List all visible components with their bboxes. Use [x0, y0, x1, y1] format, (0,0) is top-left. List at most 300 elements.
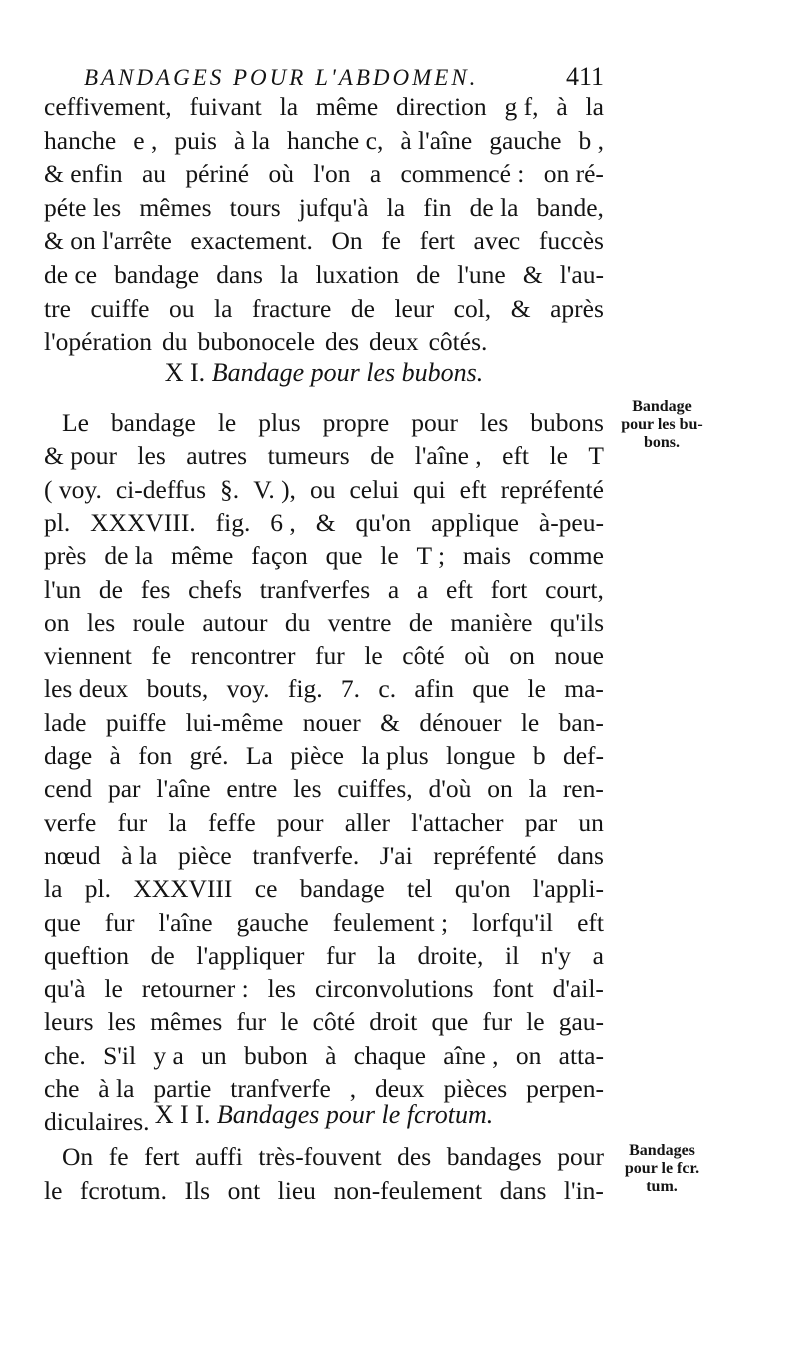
- word: périné: [185, 159, 250, 189]
- word: comme: [528, 541, 604, 571]
- word: pl.: [84, 874, 111, 904]
- word: &: [380, 707, 400, 737]
- word: entre: [226, 774, 278, 804]
- word: g f,: [504, 92, 539, 121]
- word: pièce: [177, 840, 232, 870]
- word: bubons: [530, 408, 604, 437]
- word: fe: [151, 641, 172, 671]
- word: dage: [44, 741, 93, 770]
- margin-note-line: bons.: [643, 434, 681, 451]
- word: de la: [469, 192, 519, 222]
- word: & pour: [44, 441, 117, 471]
- word: fin: [423, 192, 452, 222]
- word: Ils: [184, 1175, 211, 1205]
- text-line: [44, 672, 604, 705]
- word: qu'on: [454, 874, 511, 904]
- word: mêmes: [139, 192, 212, 222]
- word: longue: [446, 741, 516, 770]
- word: che: [44, 1074, 80, 1103]
- word: que: [431, 1007, 469, 1037]
- margin-note-line: pour le fcr.: [624, 1160, 700, 1177]
- word: dans: [557, 840, 604, 870]
- word: eft: [459, 474, 487, 504]
- word: du: [161, 327, 188, 357]
- word: S'il: [103, 1040, 137, 1070]
- word: eft: [445, 574, 473, 604]
- word: pour: [557, 1142, 604, 1171]
- word: de: [370, 441, 395, 471]
- word: fuivant: [189, 92, 262, 121]
- word: XXXVIII: [133, 874, 233, 904]
- word: de: [416, 260, 441, 289]
- word: lui-même: [185, 707, 284, 737]
- word: à la: [233, 125, 271, 155]
- text-line: [44, 573, 604, 606]
- word: le: [380, 541, 399, 571]
- word: même: [315, 92, 379, 121]
- word: l'attacher: [411, 807, 504, 837]
- word: lieu: [277, 1175, 316, 1205]
- word: a: [592, 940, 604, 970]
- word: tel: [407, 874, 433, 904]
- word: auffi: [195, 1142, 243, 1171]
- word: même: [171, 541, 234, 571]
- word: pour: [411, 408, 458, 437]
- word: par: [107, 774, 141, 804]
- text-line: [44, 406, 604, 439]
- word: on: [509, 641, 535, 671]
- word: à la: [98, 1074, 135, 1103]
- word: pl.: [44, 507, 71, 537]
- word: cend: [44, 774, 93, 804]
- word: la: [214, 293, 233, 323]
- word: b: [532, 741, 546, 770]
- word: à l'aîne: [400, 125, 473, 155]
- word: court,: [545, 574, 604, 604]
- word: fig.: [287, 674, 323, 704]
- word: à: [556, 92, 568, 121]
- word: à la: [121, 840, 158, 870]
- word: l'au-: [559, 260, 604, 289]
- word: puiffe: [105, 707, 167, 737]
- margin-note-line: tum.: [646, 1178, 678, 1195]
- word: bubonocele: [197, 327, 316, 357]
- word: tours: [229, 192, 281, 222]
- word: ont: [227, 1175, 261, 1205]
- word: propre: [322, 408, 390, 437]
- word: côté: [402, 641, 445, 671]
- word: à-peu-: [538, 507, 604, 537]
- word: ventre: [327, 607, 392, 637]
- word: fur: [315, 641, 345, 671]
- word: b ,: [578, 125, 604, 155]
- word: il: [504, 940, 520, 970]
- word: pièce: [290, 741, 344, 770]
- word: leurs: [44, 1007, 94, 1037]
- word: au: [141, 159, 167, 189]
- word: mais: [462, 541, 512, 571]
- word: plus: [258, 408, 301, 437]
- word: fcrotum.: [79, 1175, 168, 1205]
- word: exactement.: [190, 226, 313, 256]
- word: feulement ;: [332, 907, 449, 937]
- word: que: [472, 674, 510, 704]
- word: le: [280, 1007, 299, 1037]
- word: aller: [344, 807, 391, 837]
- word: verfe: [44, 807, 97, 837]
- word: celui: [349, 474, 400, 504]
- word: côté: [312, 1007, 356, 1037]
- margin-note-line: pour les bu-: [621, 416, 703, 433]
- word: afin: [414, 674, 455, 704]
- word: fur: [326, 940, 356, 970]
- word: La: [245, 741, 273, 770]
- word: la: [377, 940, 396, 970]
- word: près: [44, 541, 87, 571]
- word: autres: [186, 441, 248, 471]
- word: un: [201, 1040, 227, 1070]
- word: très-fouvent: [258, 1142, 382, 1171]
- word: XXXVIII.: [90, 507, 196, 537]
- word: la: [44, 874, 63, 904]
- word: l'on: [313, 159, 351, 189]
- word: puis: [174, 125, 217, 155]
- word: y a: [153, 1040, 184, 1070]
- word: après: [550, 293, 604, 323]
- word: à: [109, 741, 121, 770]
- word: l'aîne: [156, 774, 211, 804]
- word: qu'on: [355, 507, 412, 537]
- word: l'appli-: [532, 874, 604, 904]
- word: che.: [44, 1040, 86, 1070]
- word: bandages: [446, 1142, 542, 1171]
- word: où: [464, 641, 490, 671]
- word: les: [479, 408, 509, 437]
- word: de: [150, 940, 175, 970]
- word: la: [528, 774, 547, 804]
- word: fert: [419, 226, 455, 256]
- word: & on l'arrête: [44, 226, 172, 256]
- word: font: [492, 974, 534, 1004]
- word: ci-deffus: [115, 474, 207, 504]
- word: &: [510, 293, 531, 323]
- word: feffe: [207, 807, 256, 837]
- word: les: [86, 607, 116, 637]
- margin-note-bubons: [607, 398, 717, 452]
- text-line: [44, 739, 604, 772]
- section-heading-xii: [44, 1098, 604, 1131]
- word: fon: [138, 741, 173, 770]
- word: gauche: [489, 125, 562, 155]
- word: c.: [378, 674, 397, 704]
- section-heading-xi: [44, 356, 604, 389]
- word: bandage: [299, 874, 385, 904]
- word: qu'à: [44, 974, 86, 1004]
- word: le: [549, 441, 568, 471]
- word: fur: [117, 807, 148, 837]
- word: que: [325, 541, 363, 571]
- word: ren-: [562, 774, 604, 804]
- word: la: [386, 192, 406, 222]
- text-line: [44, 157, 604, 190]
- word: nouer: [302, 707, 361, 737]
- word: de: [350, 293, 375, 323]
- word: les: [107, 1007, 136, 1037]
- word: 6 ,: [270, 507, 296, 537]
- word: Le: [62, 408, 89, 437]
- section-number: X I I.: [154, 1100, 211, 1129]
- word: cuiffes,: [337, 774, 413, 804]
- word: atta-: [558, 1040, 604, 1070]
- word: non-feulement: [333, 1175, 483, 1205]
- running-title: BANDAGES POUR L'ABDOMEN.: [84, 65, 479, 90]
- text-line: [44, 473, 604, 506]
- word: circonvolutions: [314, 974, 474, 1004]
- word: le: [527, 674, 546, 704]
- word: chefs: [188, 574, 242, 604]
- word: de: [98, 574, 123, 604]
- word: perpen-: [526, 1074, 604, 1103]
- text-column: [44, 0, 604, 1361]
- word: V. ),: [253, 474, 296, 504]
- word: T: [588, 441, 604, 471]
- word: eft: [577, 907, 604, 937]
- word: la: [168, 807, 187, 837]
- text-line: [44, 906, 604, 939]
- word: par: [524, 807, 558, 837]
- word: des: [325, 327, 360, 357]
- word: fuccès: [538, 226, 604, 256]
- page-number: 411: [565, 62, 604, 91]
- word: la: [280, 260, 299, 289]
- word: les: [267, 974, 296, 1004]
- text-line: [44, 1039, 604, 1072]
- word: repréfenté: [500, 474, 604, 504]
- text-line: [44, 1005, 604, 1038]
- text-line: [44, 292, 604, 325]
- text-line: [44, 806, 604, 839]
- word: ce: [254, 874, 278, 904]
- word: manière: [450, 607, 533, 637]
- margin-note-line: Bandages: [629, 1142, 695, 1159]
- text-line: [44, 872, 604, 905]
- word: hanche: [44, 125, 117, 155]
- word: des: [397, 1142, 432, 1171]
- word: autour: [202, 607, 268, 637]
- word: la plus: [361, 741, 429, 770]
- word: leur: [394, 293, 435, 323]
- word: ou: [169, 293, 195, 323]
- word: un: [578, 807, 604, 837]
- text-line: [44, 1140, 604, 1173]
- word: tre: [44, 293, 71, 323]
- word: ma-: [564, 674, 604, 704]
- text-line: [44, 258, 604, 291]
- word: bandage: [114, 260, 200, 289]
- word: cuiffe: [90, 293, 150, 323]
- word: a: [416, 574, 429, 604]
- word: la: [585, 92, 604, 121]
- word: fe: [108, 1142, 129, 1171]
- word: bandage: [110, 408, 196, 437]
- word: dans: [216, 260, 263, 289]
- word: façon: [251, 541, 308, 571]
- word: tumeurs: [267, 441, 350, 471]
- text-line: [44, 539, 604, 572]
- word: où: [268, 159, 294, 189]
- text-line: [44, 124, 604, 157]
- word: fur: [236, 1007, 267, 1037]
- word: dénouer: [419, 707, 502, 737]
- word: le: [520, 707, 540, 737]
- word: partie: [153, 1074, 212, 1103]
- word: à: [325, 1040, 337, 1070]
- text-line: [44, 439, 604, 472]
- word: péte les: [44, 192, 122, 222]
- word: e ,: [133, 125, 158, 155]
- text-line: [44, 224, 604, 257]
- text-line: [44, 1174, 604, 1207]
- word: l'aîne: [158, 907, 213, 937]
- section-number: X I.: [164, 358, 206, 387]
- text-line: [44, 772, 604, 805]
- word: côtés.: [428, 327, 488, 357]
- word: les: [293, 774, 322, 804]
- word: l'une: [457, 260, 506, 289]
- word: nœud: [44, 840, 101, 870]
- word: le: [217, 408, 237, 437]
- word: pour: [276, 807, 324, 837]
- word: le: [104, 974, 123, 1004]
- word: commencé :: [400, 159, 525, 189]
- word: lade: [44, 707, 87, 737]
- word: diculaires.: [44, 1107, 150, 1137]
- word: On: [331, 226, 363, 256]
- word: bouts,: [146, 674, 209, 704]
- word: les deux: [44, 674, 129, 704]
- word: pièces: [443, 1074, 508, 1103]
- word: gré.: [189, 741, 229, 770]
- word: noue: [554, 641, 604, 671]
- word: viennent: [44, 641, 132, 671]
- word: chaque: [353, 1040, 426, 1070]
- word: §.: [220, 474, 240, 504]
- word: que: [44, 907, 81, 937]
- word: l'opération: [44, 327, 152, 357]
- text-line: [44, 972, 604, 1005]
- word: lorfqu'il: [472, 907, 554, 937]
- word: aîne ,: [443, 1040, 499, 1070]
- word: fort: [490, 574, 528, 604]
- text-line: [44, 606, 604, 639]
- word: ban-: [558, 707, 604, 737]
- word: applique: [431, 507, 519, 537]
- word: & enfin: [44, 159, 123, 189]
- word: queftion: [44, 940, 129, 970]
- word: hanche c,: [287, 125, 384, 155]
- word: d'ail-: [552, 974, 604, 1004]
- word: &: [315, 507, 336, 537]
- word: a: [387, 574, 400, 604]
- word: T ;: [416, 541, 446, 571]
- word: de: [408, 607, 433, 637]
- word: fur: [104, 907, 135, 937]
- word: ( voy.: [44, 474, 102, 504]
- word: roule: [132, 607, 185, 637]
- word: luxation: [315, 260, 400, 289]
- text-line: [44, 706, 604, 739]
- word: tranfverfe: [230, 1074, 331, 1103]
- word: On: [62, 1142, 94, 1171]
- word: ,: [349, 1074, 357, 1103]
- word: fes: [140, 574, 171, 604]
- word: le: [364, 641, 383, 671]
- word: fracture: [252, 293, 332, 323]
- word: la: [279, 92, 299, 121]
- text-line: [44, 191, 604, 224]
- word: tranfverfes: [259, 574, 371, 604]
- word: ceffivement,: [44, 92, 172, 121]
- word: retourner :: [141, 974, 249, 1004]
- text-line: [44, 639, 604, 672]
- word: tranfverfe.: [252, 840, 360, 870]
- word: droite,: [417, 940, 484, 970]
- word: gauche: [236, 907, 309, 937]
- word: eft: [502, 441, 530, 471]
- word: l'in-: [563, 1175, 604, 1205]
- word: qu'ils: [549, 607, 604, 637]
- word: le: [526, 1007, 545, 1037]
- word: rencontrer: [190, 641, 296, 671]
- word: direction: [396, 92, 487, 121]
- text-line: [44, 325, 604, 358]
- word: le: [44, 1175, 63, 1205]
- word: deux: [369, 327, 419, 357]
- word: on: [515, 1040, 542, 1070]
- word: d'où: [428, 774, 472, 804]
- word: J'ai: [379, 840, 413, 870]
- word: repréfenté: [433, 840, 537, 870]
- word: avec: [473, 226, 521, 256]
- word: l'appliquer: [196, 940, 305, 970]
- word: 7.: [340, 674, 361, 704]
- text-line: [44, 506, 604, 539]
- word: droit: [369, 1007, 418, 1037]
- word: l'un: [44, 574, 82, 604]
- text-line: [44, 939, 604, 972]
- margin-note-line: Bandage: [632, 398, 692, 415]
- text-line: [44, 839, 604, 872]
- word: voy.: [226, 674, 270, 704]
- word: on: [487, 774, 513, 804]
- word: on ré-: [543, 159, 604, 189]
- word: mêmes: [150, 1007, 223, 1037]
- word: bande,: [536, 192, 604, 222]
- word: a: [369, 159, 382, 189]
- word: de la: [104, 541, 154, 571]
- word: fur: [482, 1007, 513, 1037]
- word: on: [44, 607, 70, 637]
- word: fert: [144, 1142, 180, 1171]
- word: jufqu'à: [298, 192, 369, 222]
- word: col,: [453, 293, 492, 323]
- word: qui: [413, 474, 446, 504]
- word: dans: [499, 1175, 547, 1205]
- section-title: Bandages pour le fcrotum.: [216, 1100, 494, 1129]
- word: les: [137, 441, 166, 471]
- word: de ce: [44, 260, 98, 289]
- margin-note-scrotum: [607, 1142, 717, 1196]
